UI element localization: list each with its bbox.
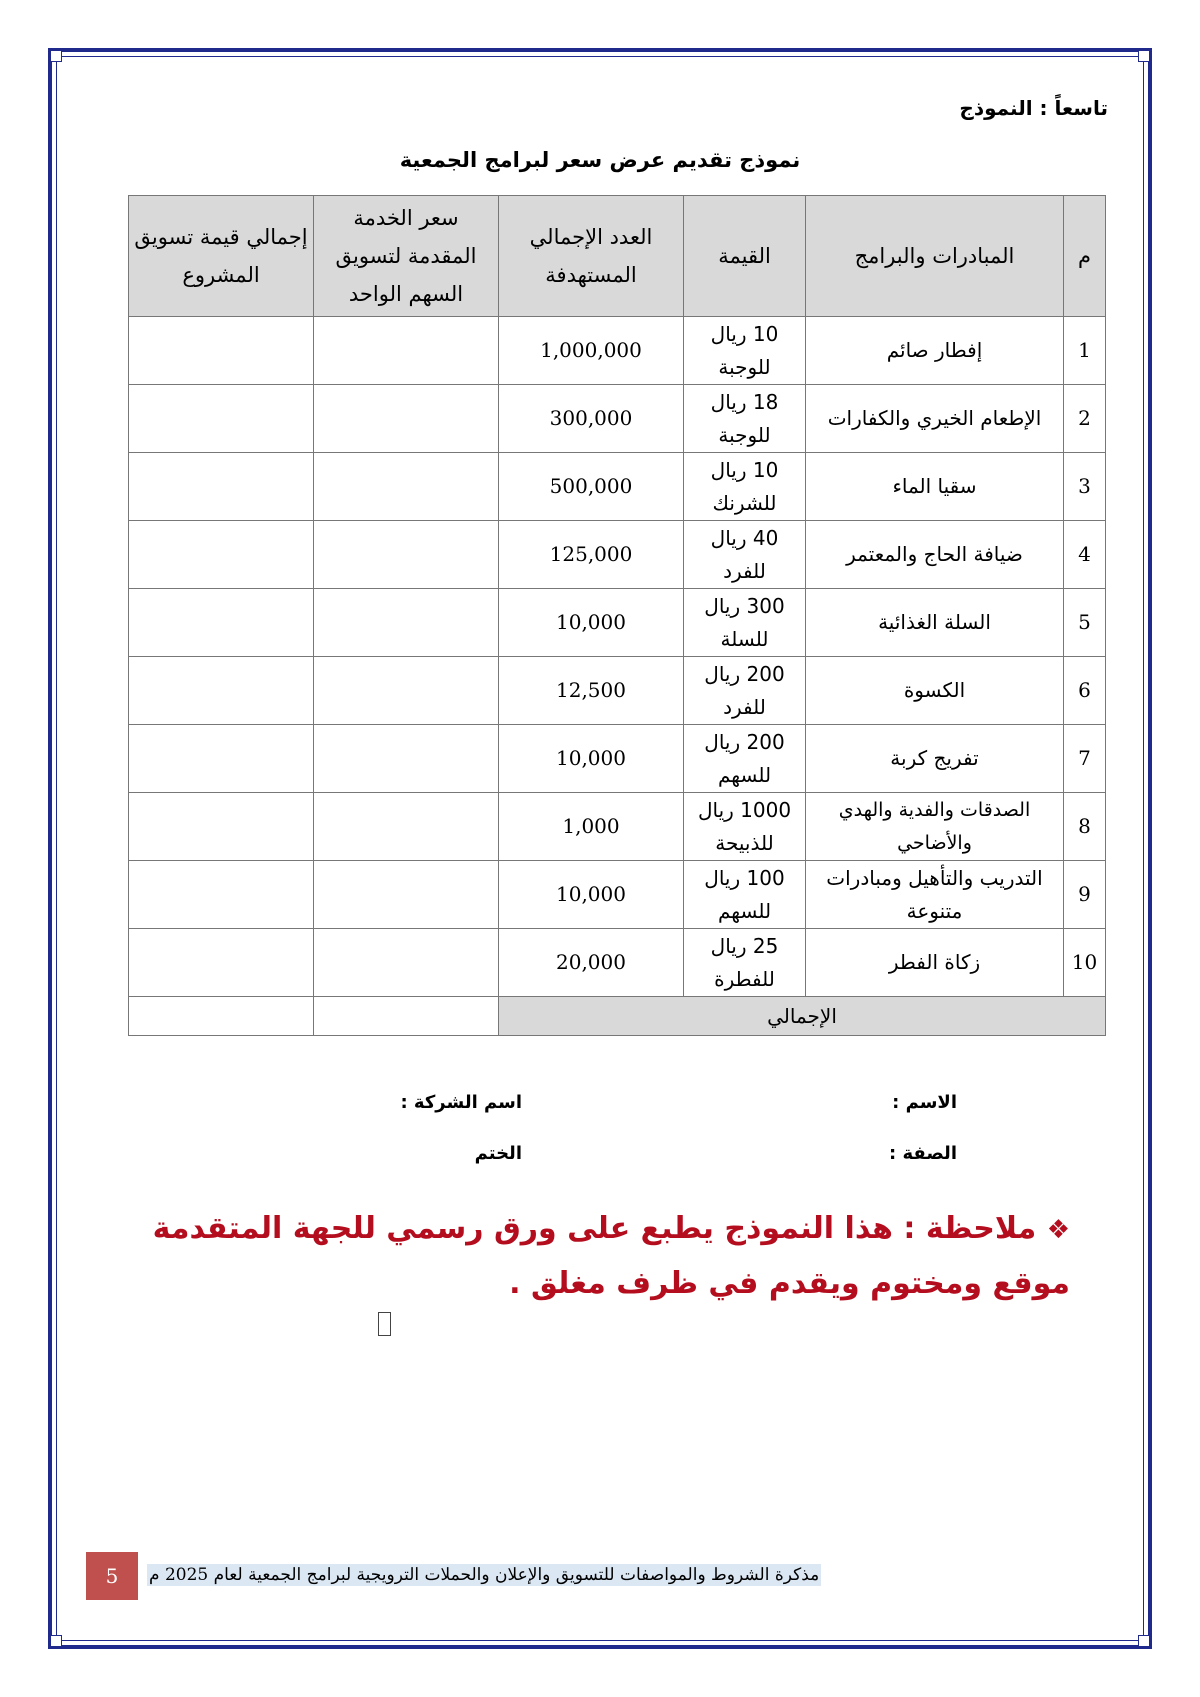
- unit-value: 100 ريال للسهم: [684, 861, 806, 929]
- page-number: 5: [86, 1552, 138, 1600]
- unit-value: 18 ريال للوجبة: [684, 385, 806, 453]
- program-name: الصدقات والفدية والهدي والأضاحي: [806, 793, 1064, 861]
- row-number: 6: [1064, 657, 1106, 725]
- total-share-price-cell[interactable]: [314, 997, 499, 1036]
- total-cell[interactable]: [129, 657, 314, 725]
- total-cell[interactable]: [129, 317, 314, 385]
- unit-value: 1000 ريال للذبيحة: [684, 793, 806, 861]
- share-price-cell[interactable]: [314, 861, 499, 929]
- row-number: 7: [1064, 725, 1106, 793]
- header-total: إجمالي قيمة تسويق المشروع: [129, 196, 314, 317]
- program-name: الإطعام الخيري والكفارات: [806, 385, 1064, 453]
- share-price-cell[interactable]: [314, 385, 499, 453]
- program-name: زكاة الفطر: [806, 929, 1064, 997]
- row-number: 2: [1064, 385, 1106, 453]
- form-title: نموذج تقديم عرض سعر لبرامج الجمعية: [399, 148, 801, 172]
- row-number: 5: [1064, 589, 1106, 657]
- note-text: ملاحظة : هذا النموذج يطبع على ورق رسمي للجهة المتقدمة موقع ومختوم ويقدم في ظرف مغلق .: [152, 1211, 1070, 1301]
- program-name: الكسوة: [806, 657, 1064, 725]
- table-row: [129, 793, 1106, 861]
- target-count: 1,000: [499, 793, 684, 861]
- header-program: المبادرات والبرامج: [806, 196, 1064, 317]
- share-price-cell[interactable]: [314, 929, 499, 997]
- target-count: 10,000: [499, 861, 684, 929]
- unit-value: 10 ريال للشرنك: [684, 453, 806, 521]
- program-name: ضيافة الحاج والمعتمر: [806, 521, 1064, 589]
- row-number: 9: [1064, 861, 1106, 929]
- row-number: 3: [1064, 453, 1106, 521]
- table-row: [129, 453, 1106, 521]
- target-count: 500,000: [499, 453, 684, 521]
- table-header-row: [129, 196, 1106, 317]
- row-number: 1: [1064, 317, 1106, 385]
- name-label: الاسم :: [892, 1092, 957, 1113]
- share-price-cell[interactable]: [314, 725, 499, 793]
- table-row: [129, 929, 1106, 997]
- header-share-price: سعر الخدمة المقدمة لتسويق السهم الواحد: [314, 196, 499, 317]
- program-name: السلة الغذائية: [806, 589, 1064, 657]
- unit-value: 40 ريال للفرد: [684, 521, 806, 589]
- total-cell[interactable]: [129, 385, 314, 453]
- total-row: [129, 997, 1106, 1036]
- section-heading: تاسعاً : النموذج: [959, 96, 1108, 120]
- diamond-bullet-icon: ❖: [1046, 1215, 1070, 1245]
- total-cell[interactable]: [129, 589, 314, 657]
- target-count: 20,000: [499, 929, 684, 997]
- share-price-cell[interactable]: [314, 793, 499, 861]
- total-cell[interactable]: [129, 725, 314, 793]
- total-cell[interactable]: [129, 793, 314, 861]
- share-price-cell[interactable]: [314, 453, 499, 521]
- target-count: 1,000,000: [499, 317, 684, 385]
- program-name: تفريج كربة: [806, 725, 1064, 793]
- table-row: [129, 725, 1106, 793]
- program-name: سقيا الماء: [806, 453, 1064, 521]
- total-cell[interactable]: [129, 521, 314, 589]
- price-quote-table: [128, 195, 1106, 1036]
- header-target: العدد الإجمالي المستهدفة: [499, 196, 684, 317]
- target-count: 300,000: [499, 385, 684, 453]
- stamp-label: الختم: [474, 1143, 522, 1164]
- target-count: 12,500: [499, 657, 684, 725]
- target-count: 10,000: [499, 589, 684, 657]
- position-label: الصفة :: [888, 1143, 957, 1164]
- share-price-cell[interactable]: [314, 589, 499, 657]
- table-row: [129, 385, 1106, 453]
- unit-value: 300 ريال للسلة: [684, 589, 806, 657]
- row-number: 4: [1064, 521, 1106, 589]
- total-label: الإجمالي: [499, 997, 1106, 1036]
- table-row: [129, 521, 1106, 589]
- grand-total-cell[interactable]: [129, 997, 314, 1036]
- table-row: [129, 317, 1106, 385]
- footer-text: مذكرة الشروط والمواصفات للتسويق والإعلان والحملات الترويجية لبرامج الجمعية لعام 2025 م: [149, 1565, 820, 1585]
- header-value: القيمة: [684, 196, 806, 317]
- company-name-label: اسم الشركة :: [400, 1092, 522, 1113]
- table-row: [129, 589, 1106, 657]
- table-row: [129, 861, 1106, 929]
- unit-value: 25 ريال للفطرة: [684, 929, 806, 997]
- total-cell[interactable]: [129, 929, 314, 997]
- text-cursor-placeholder: [378, 1312, 391, 1336]
- unit-value: 200 ريال للفرد: [684, 657, 806, 725]
- share-price-cell[interactable]: [314, 317, 499, 385]
- share-price-cell[interactable]: [314, 521, 499, 589]
- program-name: التدريب والتأهيل ومبادرات متنوعة: [806, 861, 1064, 929]
- total-cell[interactable]: [129, 861, 314, 929]
- unit-value: 10 ريال للوجبة: [684, 317, 806, 385]
- note-paragraph: [70, 1202, 1070, 1311]
- share-price-cell[interactable]: [314, 657, 499, 725]
- total-cell[interactable]: [129, 453, 314, 521]
- target-count: 10,000: [499, 725, 684, 793]
- table-row: [129, 657, 1106, 725]
- unit-value: 200 ريال للسهم: [684, 725, 806, 793]
- row-number: 10: [1064, 929, 1106, 997]
- target-count: 125,000: [499, 521, 684, 589]
- row-number: 8: [1064, 793, 1106, 861]
- header-number: م: [1064, 196, 1106, 317]
- program-name: إفطار صائم: [806, 317, 1064, 385]
